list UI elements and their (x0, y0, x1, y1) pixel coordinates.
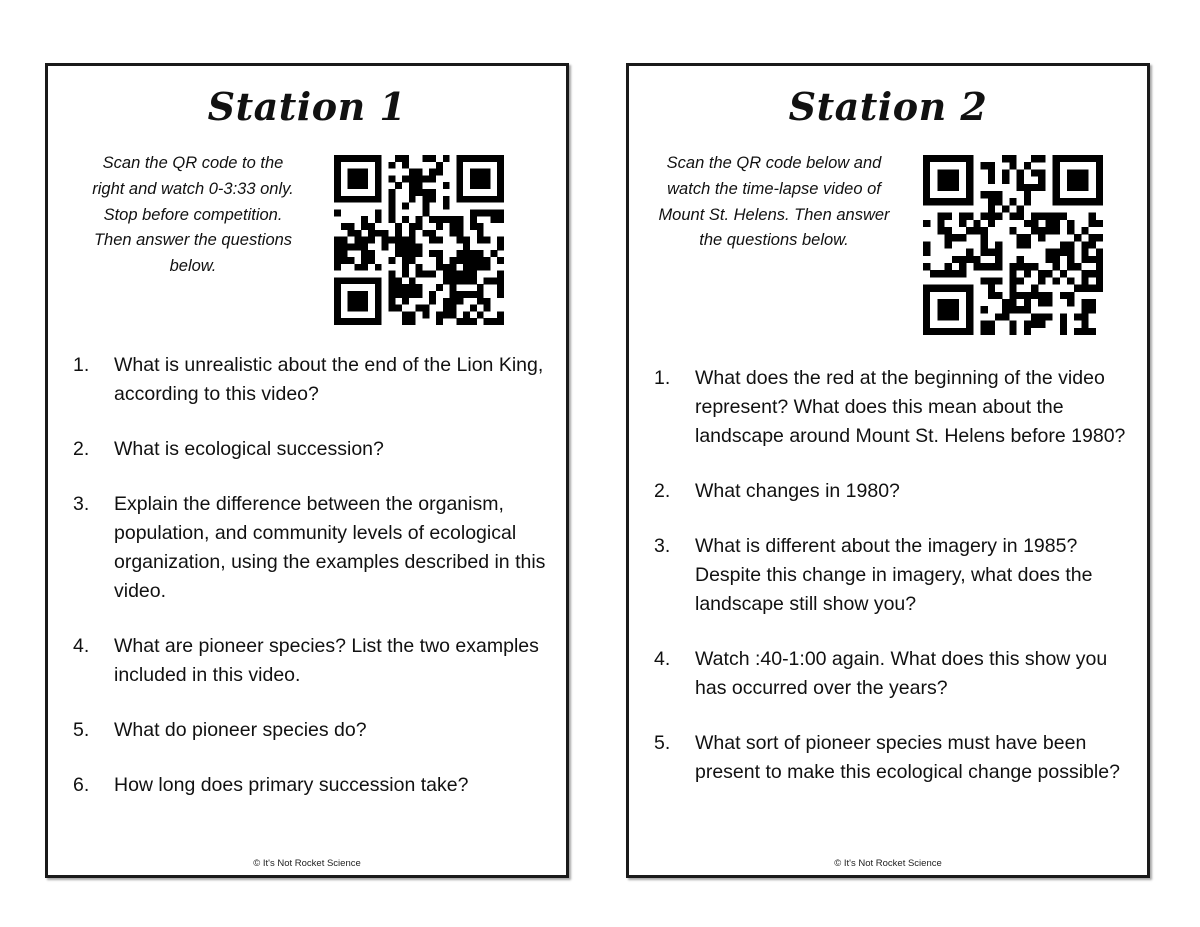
station-title: Station 1 (207, 84, 407, 129)
station-instructions: Scan the QR code below and watch the time-lapse video of Mount St. Helens. Then answer the questions below. (658, 154, 890, 250)
question-number: 5. (654, 732, 671, 754)
question-list (629, 364, 1147, 813)
question-number: 1. (654, 367, 671, 389)
question-item (629, 532, 1147, 619)
station-instructions: Scan the QR code to the right and watch 0-3:33 only. Stop before competition. Then answer the questions below. (92, 154, 294, 276)
question-item (48, 632, 566, 690)
question-item (48, 716, 566, 745)
question-text: What do pioneer species do? (114, 719, 367, 741)
question-number: 3. (73, 493, 90, 515)
question-text: How long does primary succession take? (114, 774, 469, 796)
station-card-1 (45, 63, 569, 878)
question-number: 5. (73, 719, 90, 741)
question-text: What is different about the imagery in 1985? Despite this change in imagery, what does the landscape still show you? (695, 535, 1093, 615)
question-item (629, 364, 1147, 451)
station-title: Station 2 (788, 84, 988, 129)
copyright-footer: © It's Not Rocket Science (253, 858, 361, 869)
question-item (629, 645, 1147, 703)
question-item (48, 490, 566, 606)
question-item (48, 351, 566, 409)
question-text: What does the red at the beginning of the video represent? What does this mean about the landscape around Mount St. Helens before 1980? (695, 367, 1126, 447)
question-number: 1. (73, 354, 90, 376)
station-card-2 (626, 63, 1150, 878)
qr-code-icon[interactable] (923, 155, 1103, 335)
question-text: What changes in 1980? (695, 480, 900, 502)
question-text: What are pioneer species? List the two examples included in this video. (114, 635, 539, 686)
question-number: 4. (73, 635, 90, 657)
question-number: 4. (654, 648, 671, 670)
question-number: 2. (654, 480, 671, 502)
qr-code-icon[interactable] (334, 155, 504, 325)
question-text: Explain the difference between the organism, population, and community levels of ecological organization, using the examples described in this video. (114, 493, 546, 602)
question-text: What is unrealistic about the end of the Lion King, according to this video? (114, 354, 544, 405)
question-list (48, 351, 566, 826)
question-item (629, 477, 1147, 506)
question-text: What is ecological succession? (114, 438, 384, 460)
question-text: What sort of pioneer species must have been present to make this ecological change possible? (695, 732, 1120, 783)
question-item (48, 435, 566, 464)
question-number: 3. (654, 535, 671, 557)
question-text: Watch :40-1:00 again. What does this show you has occurred over the years? (695, 648, 1108, 699)
question-item (629, 729, 1147, 787)
question-item (48, 771, 566, 800)
copyright-footer: © It's Not Rocket Science (834, 858, 942, 869)
question-number: 2. (73, 438, 90, 460)
question-number: 6. (73, 774, 90, 796)
